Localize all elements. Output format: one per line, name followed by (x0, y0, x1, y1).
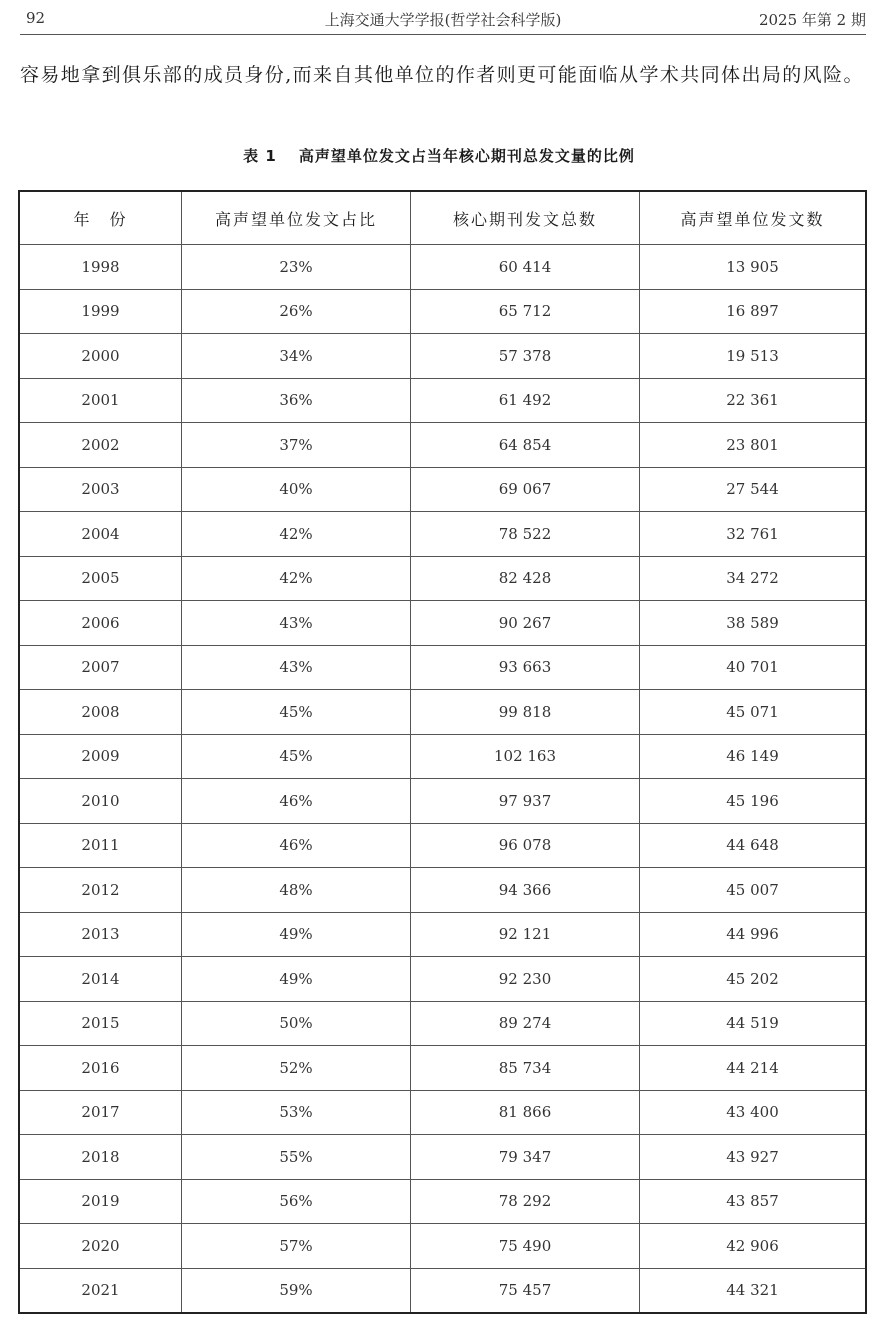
year-cell: 2015 (19, 1001, 182, 1046)
page-number: 92 (26, 9, 46, 27)
total-cell: 78 292 (411, 1179, 640, 1224)
year-cell: 2006 (19, 601, 182, 646)
issue-label: 2025 年第 2 期 (758, 11, 866, 29)
total-cell: 60 414 (411, 245, 640, 290)
count-cell: 32 761 (640, 512, 867, 557)
year-cell: 1998 (19, 245, 182, 290)
share-cell: 45% (182, 690, 411, 735)
total-cell: 97 937 (411, 779, 640, 824)
count-cell: 44 519 (640, 1001, 867, 1046)
table-row (19, 1268, 866, 1313)
total-cell: 57 378 (411, 334, 640, 379)
year-cell: 2009 (19, 734, 182, 779)
column-header-count: 高声望单位发文数 (640, 191, 867, 245)
table-row (19, 1179, 866, 1224)
count-cell: 34 272 (640, 556, 867, 601)
total-cell: 92 230 (411, 957, 640, 1002)
year-cell: 2002 (19, 423, 182, 468)
table-row (19, 734, 866, 779)
table-row (19, 423, 866, 468)
count-cell: 13 905 (640, 245, 867, 290)
share-cell: 49% (182, 912, 411, 957)
share-cell: 52% (182, 1046, 411, 1091)
total-cell: 93 663 (411, 645, 640, 690)
table-row (19, 1001, 866, 1046)
body-paragraph: 容易地拿到俱乐部的成员身份,而来自其他单位的作者则更可能面临从学术共同体出局的风险。 (20, 64, 864, 86)
share-cell: 34% (182, 334, 411, 379)
table-row (19, 1135, 866, 1180)
total-cell: 89 274 (411, 1001, 640, 1046)
year-cell: 2001 (19, 378, 182, 423)
table-row (19, 690, 866, 735)
count-cell: 44 321 (640, 1268, 867, 1313)
total-cell: 94 366 (411, 868, 640, 913)
running-header (20, 4, 866, 35)
total-cell: 99 818 (411, 690, 640, 735)
total-cell: 65 712 (411, 289, 640, 334)
share-cell: 42% (182, 512, 411, 557)
table-row (19, 512, 866, 557)
count-cell: 45 196 (640, 779, 867, 824)
year-cell: 1999 (19, 289, 182, 334)
journal-title: 上海交通大学学报(哲学社会科学版) (324, 11, 562, 29)
count-cell: 38 589 (640, 601, 867, 646)
count-cell: 45 202 (640, 957, 867, 1002)
share-cell: 43% (182, 645, 411, 690)
total-cell: 69 067 (411, 467, 640, 512)
table-row (19, 912, 866, 957)
share-cell: 46% (182, 779, 411, 824)
table-header-row (19, 191, 866, 245)
table-row (19, 957, 866, 1002)
year-cell: 2007 (19, 645, 182, 690)
count-cell: 45 071 (640, 690, 867, 735)
count-cell: 22 361 (640, 378, 867, 423)
table-body (19, 245, 866, 1314)
total-cell: 92 121 (411, 912, 640, 957)
table-row (19, 289, 866, 334)
table-row (19, 556, 866, 601)
year-cell: 2019 (19, 1179, 182, 1224)
year-cell: 2008 (19, 690, 182, 735)
table-row (19, 378, 866, 423)
count-cell: 44 996 (640, 912, 867, 957)
total-cell: 78 522 (411, 512, 640, 557)
year-cell: 2020 (19, 1224, 182, 1269)
share-cell: 37% (182, 423, 411, 468)
year-cell: 2017 (19, 1090, 182, 1135)
total-cell: 75 457 (411, 1268, 640, 1313)
count-cell: 42 906 (640, 1224, 867, 1269)
share-cell: 48% (182, 868, 411, 913)
table-row (19, 779, 866, 824)
data-table (18, 190, 867, 1314)
year-cell: 2012 (19, 868, 182, 913)
share-cell: 59% (182, 1268, 411, 1313)
count-cell: 44 214 (640, 1046, 867, 1091)
year-cell: 2005 (19, 556, 182, 601)
share-cell: 45% (182, 734, 411, 779)
year-cell: 2013 (19, 912, 182, 957)
table-row (19, 645, 866, 690)
total-cell: 61 492 (411, 378, 640, 423)
count-cell: 44 648 (640, 823, 867, 868)
table-row (19, 334, 866, 379)
total-cell: 102 163 (411, 734, 640, 779)
share-cell: 50% (182, 1001, 411, 1046)
share-cell: 56% (182, 1179, 411, 1224)
year-cell: 2016 (19, 1046, 182, 1091)
year-cell: 2010 (19, 779, 182, 824)
total-cell: 64 854 (411, 423, 640, 468)
table-number: 表 1 (243, 147, 277, 165)
share-cell: 55% (182, 1135, 411, 1180)
share-cell: 49% (182, 957, 411, 1002)
count-cell: 43 857 (640, 1179, 867, 1224)
year-cell: 2003 (19, 467, 182, 512)
table-row (19, 245, 866, 290)
column-header-share: 高声望单位发文占比 (182, 191, 411, 245)
share-cell: 36% (182, 378, 411, 423)
count-cell: 43 400 (640, 1090, 867, 1135)
table-row (19, 601, 866, 646)
total-cell: 75 490 (411, 1224, 640, 1269)
table-caption (0, 145, 878, 166)
share-cell: 42% (182, 556, 411, 601)
count-cell: 19 513 (640, 334, 867, 379)
count-cell: 46 149 (640, 734, 867, 779)
share-cell: 57% (182, 1224, 411, 1269)
column-header-total: 核心期刊发文总数 (411, 191, 640, 245)
year-cell: 2018 (19, 1135, 182, 1180)
table-row (19, 1224, 866, 1269)
total-cell: 82 428 (411, 556, 640, 601)
count-cell: 23 801 (640, 423, 867, 468)
total-cell: 90 267 (411, 601, 640, 646)
year-cell: 2014 (19, 957, 182, 1002)
share-cell: 40% (182, 467, 411, 512)
share-cell: 26% (182, 289, 411, 334)
table-row (19, 467, 866, 512)
year-cell: 2000 (19, 334, 182, 379)
table-row (19, 823, 866, 868)
total-cell: 85 734 (411, 1046, 640, 1091)
share-cell: 53% (182, 1090, 411, 1135)
year-cell: 2021 (19, 1268, 182, 1313)
table-row (19, 1046, 866, 1091)
total-cell: 79 347 (411, 1135, 640, 1180)
total-cell: 81 866 (411, 1090, 640, 1135)
table-row (19, 1090, 866, 1135)
year-cell: 2004 (19, 512, 182, 557)
count-cell: 16 897 (640, 289, 867, 334)
table-title: 高声望单位发文占当年核心期刊总发文量的比例 (298, 147, 635, 165)
total-cell: 96 078 (411, 823, 640, 868)
count-cell: 40 701 (640, 645, 867, 690)
table-row (19, 868, 866, 913)
count-cell: 45 007 (640, 868, 867, 913)
column-header-year: 年 份 (19, 191, 182, 245)
count-cell: 43 927 (640, 1135, 867, 1180)
year-cell: 2011 (19, 823, 182, 868)
share-cell: 46% (182, 823, 411, 868)
share-cell: 43% (182, 601, 411, 646)
count-cell: 27 544 (640, 467, 867, 512)
share-cell: 23% (182, 245, 411, 290)
